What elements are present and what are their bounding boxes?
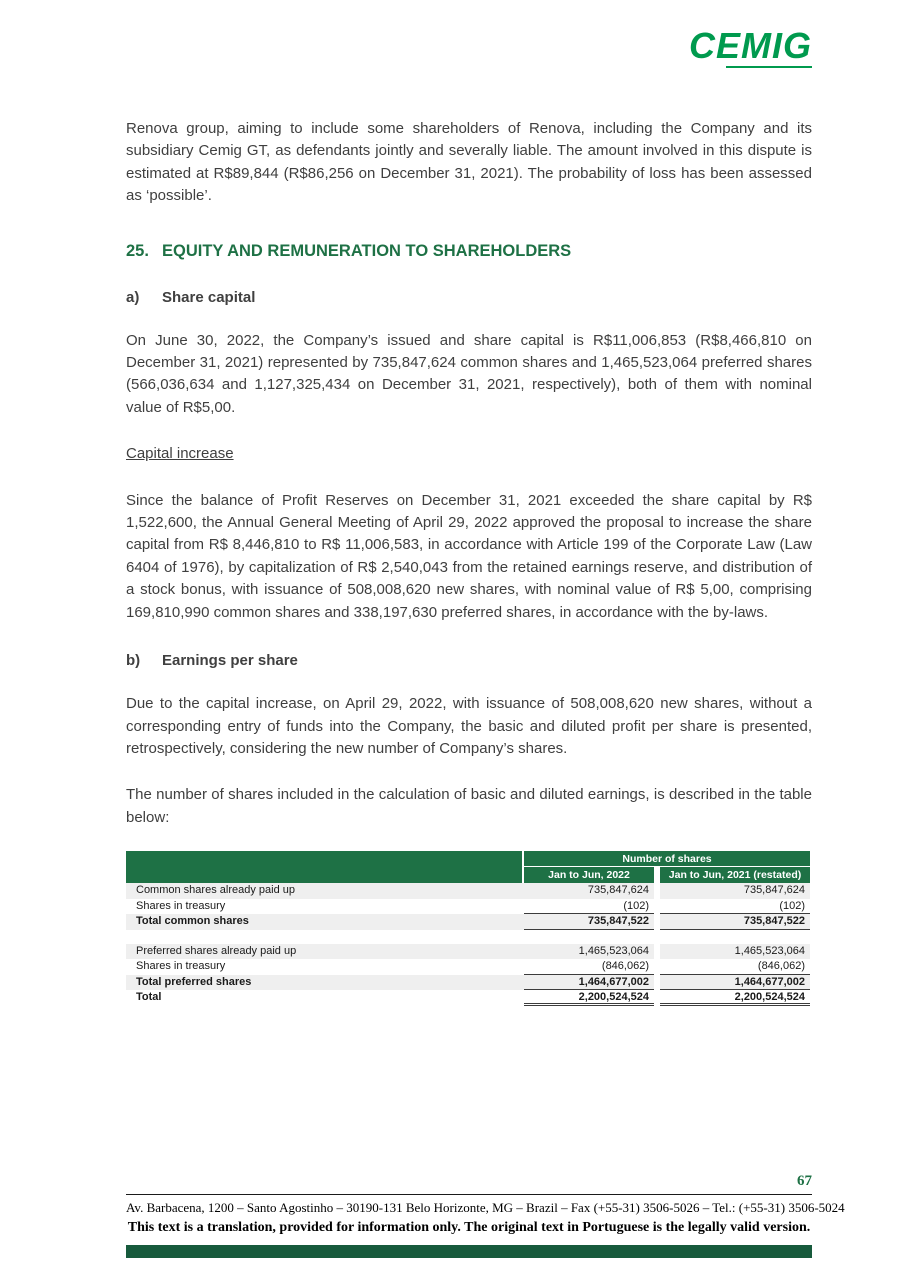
row-label: Total preferred shares <box>126 975 524 991</box>
page-number: 67 <box>797 1173 812 1189</box>
section-title: EQUITY AND REMUNERATION TO SHAREHOLDERS <box>162 241 572 260</box>
row-label: Shares in treasury <box>136 899 226 912</box>
table-row <box>126 975 810 991</box>
cemig-logo: CEMIG <box>688 25 812 66</box>
subsection-a-letter: a) <box>126 288 140 306</box>
value-2021: 1,464,677,002 <box>660 975 810 991</box>
subsection-a-heading <box>126 289 812 306</box>
eps-paragraph-2: The number of shares included in the calculation of basic and diluted earnings, is described in the table below: <box>126 786 812 826</box>
capital-increase-label: Capital increase <box>126 445 234 463</box>
table-header <box>126 851 810 883</box>
share-capital-paragraph: On June 30, 2022, the Company’s issued and share capital is R$11,006,853 (R$8,466,810 on December 31, 2021) represented by 735,847,624 common shares and 1,465,523,064 preferred shares (566,036,634 and 1,127,325,434 on December 31, 2021, respectively), both of them with nominal value of R$5,00. <box>126 331 812 416</box>
subsection-a-title: Share capital <box>162 288 256 306</box>
footer-translation-note: This text is a translation, provided for information only. The original text in Portuguese is the legally valid version. <box>127 1220 811 1235</box>
value-2021: 2,200,524,524 <box>660 990 810 1006</box>
value-2021: 1,465,523,064 <box>660 944 810 960</box>
page-content <box>126 0 812 1006</box>
intro-paragraph: Renova group, aiming to include some shareholders of Renova, including the Company and its subsidiary Cemig GT, as defendants jointly and severally liable. The amount involved in this dispute is estimated at R$89,844 (R$86,256 on December 31, 2021). The probability of loss has been assessed as ‘possible’. <box>126 120 812 205</box>
value-2021: (846,062) <box>660 959 810 975</box>
header-group-label: Number of shares <box>524 851 810 867</box>
table-row-spacer <box>126 930 810 944</box>
column-header-2022: Jan to Jun, 2022 <box>524 867 654 883</box>
table-row <box>126 990 810 1006</box>
section-number: 25. <box>126 241 149 260</box>
eps-paragraph-1: Due to the capital increase, on April 29, 2022, with issuance of 508,008,620 new shares, without a corresponding entry of funds into the Company, the basic and diluted profit per share is presented, retrospectively, considering the new number of Company’s shares. <box>126 695 812 757</box>
subsection-b-title: Earnings per share <box>162 652 298 670</box>
value-2021: 735,847,522 <box>660 914 810 930</box>
value-2021: (102) <box>660 899 810 915</box>
value-2022: (102) <box>524 899 654 915</box>
table-row <box>126 944 810 960</box>
value-2022: 1,464,677,002 <box>524 975 654 991</box>
row-label: Total <box>136 991 162 1004</box>
capital-increase-paragraph: Since the balance of Profit Reserves on December 31, 2021 exceeded the share capital by R$ 1,522,600, the Annual General Meeting of April 29, 2022 approved the proposal to increase the share capital from R$ 8,446,810 to R$ 11,006,583, in accordance with Article 199 of the Corporate Law (Law 6404 of 1976), by capitalization of R$ 2,540,043 from the retained earnings reserve, and distribution of a stock bonus, with issuance of 508,008,620 new shares, with nominal value of R$ 5,00, comprising 169,810,990 common shares and 338,197,630 preferred shares, in accordance with the by-laws. <box>126 491 812 621</box>
footer-address: Av. Barbacena, 1200 – Santo Agostinho – 30190-131 Belo Horizonte, MG – Brazil – Fax (+55-31) 3506-5026 – Tel.: (+55-31) 3506-5024 <box>126 1200 845 1215</box>
column-headers <box>524 867 810 883</box>
value-2022: (846,062) <box>524 959 654 975</box>
page-footer <box>126 1173 845 1258</box>
row-label: Preferred shares already paid up <box>126 944 524 960</box>
subsection-b-letter: b) <box>126 652 141 670</box>
table-row <box>126 883 810 899</box>
table-row <box>126 914 810 930</box>
table-header-right <box>524 851 810 883</box>
value-2022: 735,847,522 <box>524 914 654 930</box>
section-heading <box>126 242 812 261</box>
table-row <box>126 899 810 915</box>
value-2022: 1,465,523,064 <box>524 944 654 960</box>
shares-table <box>126 851 810 1006</box>
footer-divider <box>126 1194 812 1195</box>
row-label: Total common shares <box>126 914 524 930</box>
value-2021: 735,847,624 <box>660 883 810 899</box>
value-2022: 2,200,524,524 <box>524 990 654 1006</box>
row-label: Common shares already paid up <box>126 883 524 899</box>
value-2022: 735,847,624 <box>524 883 654 899</box>
table-row <box>126 959 810 975</box>
table-header-corner <box>126 851 522 883</box>
footer-green-bar <box>126 1245 812 1258</box>
subsection-b-heading <box>126 652 812 669</box>
row-label: Shares in treasury <box>136 960 226 973</box>
column-header-2021: Jan to Jun, 2021 (restated) <box>660 867 810 883</box>
